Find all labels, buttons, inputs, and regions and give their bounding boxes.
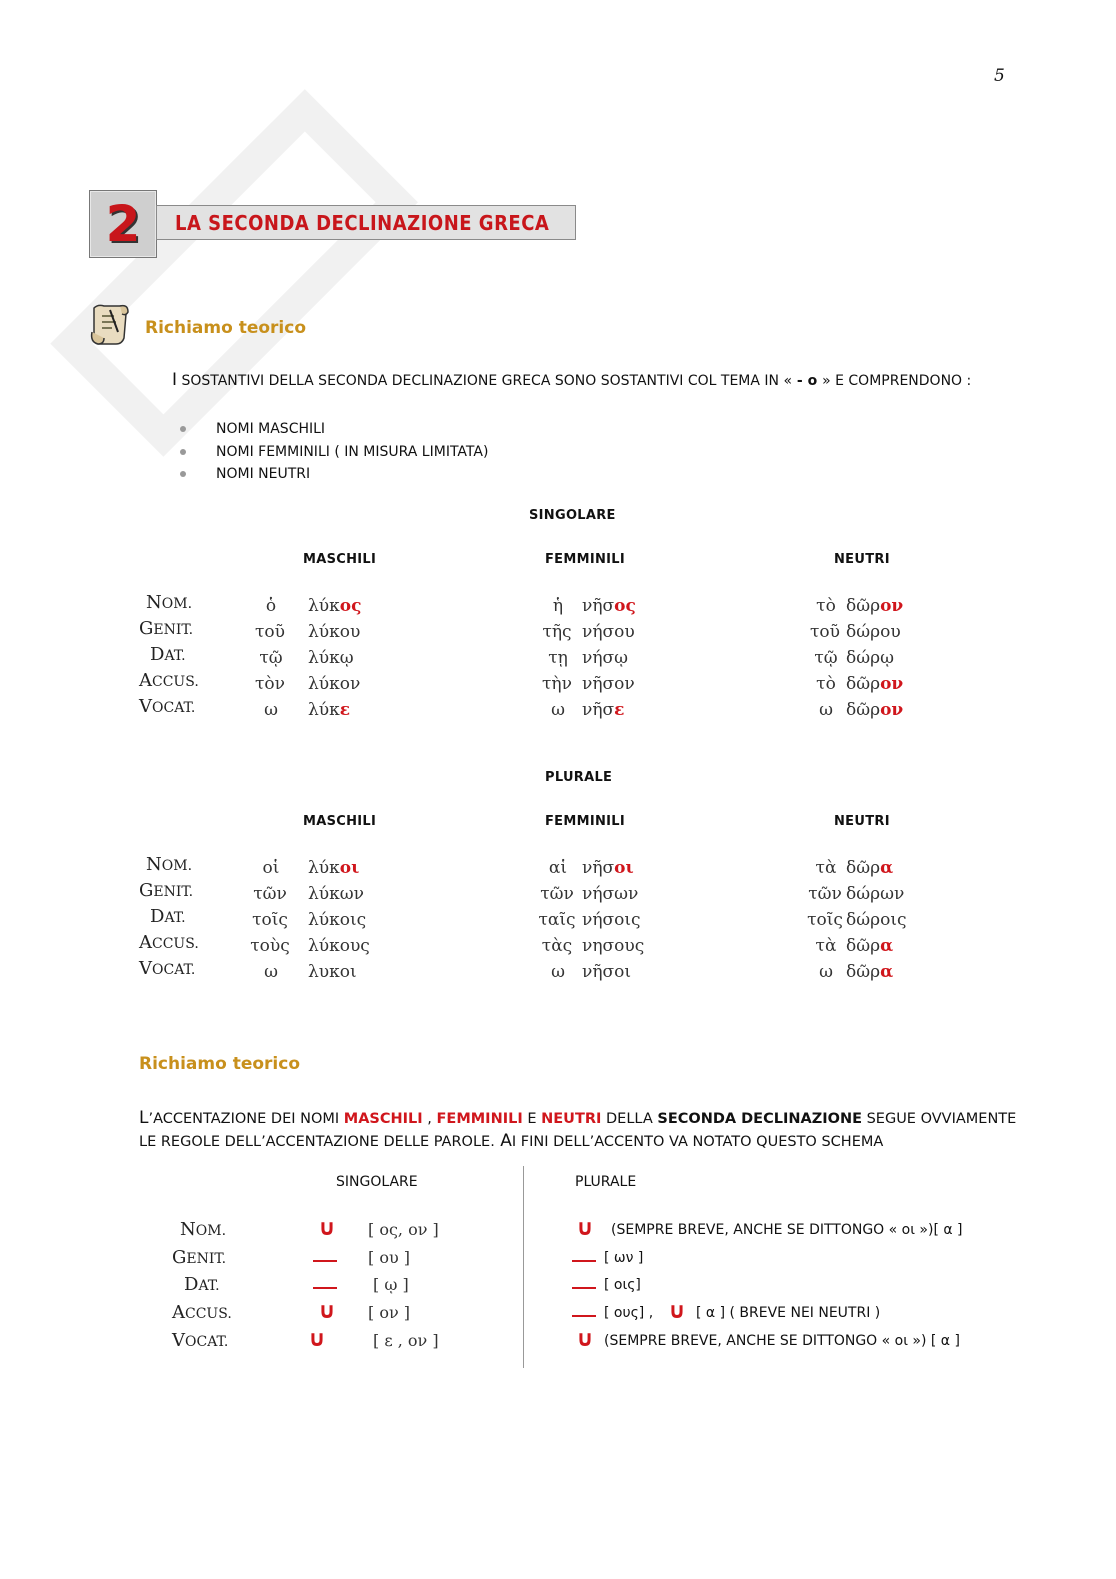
accent-paragraph: L’ACCENTAZIONE DEI NOMI MASCHILI , FEMMINILI E NEUTRI DELLA SECONDA DECLINAZIONE SEGUE OVVIAMENTE LE REGOLE DELL’ACCENTAZIONE DELLE PAROLE. AI FINI DELL’ACCENTO VA NOTATO QUESTO SCHEMA: [139, 1108, 1017, 1151]
greek-word: λύκον: [308, 674, 361, 694]
greek-word: λύκων: [308, 884, 364, 904]
case-label: DAT.: [184, 1274, 220, 1295]
case-label: VOCAT.: [139, 958, 196, 979]
breve-icon: ∪: [576, 1327, 594, 1352]
greek-word: νήσου: [582, 622, 635, 642]
greek-word: δῶρα: [846, 962, 894, 982]
article: ω: [551, 962, 565, 982]
col-header-femminili: FEMMINILI: [545, 814, 626, 829]
accent-singular-label: SINGOLARE: [336, 1174, 418, 1190]
case-label: NOM.: [180, 1219, 227, 1240]
case-label: ACCUS.: [172, 1302, 232, 1323]
case-label: ACCUS.: [139, 932, 199, 953]
col-header-neutri: NEUTRI: [834, 552, 890, 567]
plural-note: [ ων ]: [604, 1250, 644, 1266]
chapter-number-box: [89, 190, 157, 258]
greek-word: νῆσε: [582, 700, 625, 720]
greek-word: δώρου: [846, 622, 901, 642]
ending-pattern: [ ῳ ]: [373, 1275, 409, 1294]
article: τὰς: [541, 936, 573, 956]
greek-word: δώρῳ: [846, 648, 894, 668]
macron-icon: [572, 1260, 596, 1262]
list-item: NOMI MASCHILI: [180, 418, 488, 441]
greek-word: λύκους: [308, 936, 370, 956]
article: ὁ: [265, 596, 277, 616]
ending-pattern: [ ε , ον ]: [373, 1331, 439, 1350]
breve-icon: ∪: [668, 1299, 686, 1324]
case-label: VOCAT.: [139, 696, 196, 717]
article: τὰ: [815, 936, 837, 956]
greek-word: δῶρα: [846, 858, 894, 878]
case-label: ACCUS.: [139, 670, 199, 691]
greek-word: λύκῳ: [308, 648, 354, 668]
list-item: NOMI FEMMINILI ( IN MISURA LIMITATA): [180, 441, 488, 464]
intro-body: SOSTANTIVI DELLA SECONDA DECLINAZIONE GRECA SONO SOSTANTIVI COL TEMA IN «: [177, 373, 793, 389]
greek-word: δῶρον: [846, 700, 904, 720]
article: τὸ: [816, 596, 836, 616]
intro-cap: I: [172, 370, 178, 390]
article: ἡ: [552, 596, 564, 616]
section-heading-2: Richiamo teorico: [139, 1054, 301, 1074]
article: τὴν: [542, 674, 572, 694]
article: τοῖς: [807, 910, 843, 930]
bullet-icon: [180, 449, 186, 455]
greek-word: νῆσοι: [582, 858, 634, 878]
bullet-icon: [180, 471, 186, 477]
case-label: GENIT.: [172, 1247, 227, 1268]
greek-word: λυκοι: [308, 962, 357, 982]
singular-label: SINGOLARE: [529, 508, 616, 523]
chapter-number: 2: [105, 195, 141, 253]
article: ταῖς: [538, 910, 576, 930]
greek-word: νῆσον: [582, 674, 635, 694]
greek-word: λύκοις: [308, 910, 367, 930]
case-label: NOM.: [146, 592, 193, 613]
ending: ον: [880, 700, 904, 720]
article: τοῦ: [255, 622, 285, 642]
article: τοῖς: [252, 910, 288, 930]
article: τὸν: [255, 674, 285, 694]
greek-word: δῶρον: [846, 596, 904, 616]
article: τοῦ: [810, 622, 840, 642]
ending-pattern: [ ου ]: [368, 1248, 411, 1267]
ending: α: [880, 858, 894, 878]
ending-pattern: [ ον ]: [368, 1303, 411, 1322]
list-item: NOMI NEUTRI: [180, 463, 488, 486]
article: οἱ: [262, 858, 280, 878]
article: τοὺς: [250, 936, 290, 956]
plural-note: [ α ] ( BREVE NEI NEUTRI ): [696, 1305, 881, 1321]
article: τῶν: [540, 884, 574, 904]
greek-word: νῆσοι: [582, 962, 632, 982]
article: τῃ: [548, 648, 568, 668]
col-header-neutri: NEUTRI: [834, 814, 890, 829]
article: αἱ: [548, 858, 568, 878]
col-header-maschili: MASCHILI: [303, 814, 377, 829]
chapter-title: LA SECONDA DECLINAZIONE GRECA: [175, 211, 550, 235]
article: τῷ: [814, 648, 838, 668]
breve-icon: ∪: [308, 1327, 326, 1352]
greek-word: νήσοις: [582, 910, 641, 930]
scroll-icon: [88, 302, 130, 348]
intro-text: [172, 370, 971, 390]
intro-theme: - ο: [792, 373, 823, 389]
ending: ε: [339, 700, 351, 720]
article: ω: [551, 700, 565, 720]
greek-word: δώρων: [846, 884, 905, 904]
column-divider: [523, 1166, 524, 1368]
ending: ον: [880, 596, 904, 616]
case-label: GENIT.: [139, 880, 194, 901]
ending: ος: [614, 596, 636, 616]
plural-note: (SEMPRE BREVE, ANCHE SE DITTONGO « οι ») [ α ]: [604, 1333, 960, 1349]
greek-word: δώροις: [846, 910, 907, 930]
article: τῷ: [259, 648, 283, 668]
greek-word: λύκος: [308, 596, 362, 616]
greek-word: νήσῳ: [582, 648, 628, 668]
article: ω: [819, 962, 833, 982]
article: τῆς: [542, 622, 572, 642]
macron-icon: [313, 1287, 337, 1289]
col-header-maschili: MASCHILI: [303, 552, 377, 567]
case-label: DAT.: [150, 906, 186, 927]
macron-icon: [572, 1315, 596, 1317]
greek-word: νήσων: [582, 884, 639, 904]
article: ω: [819, 700, 833, 720]
bullet-icon: [180, 426, 186, 432]
case-label: GENIT.: [139, 618, 194, 639]
case-label: VOCAT.: [172, 1330, 229, 1351]
greek-word: νῆσος: [582, 596, 636, 616]
col-header-femminili: FEMMINILI: [545, 552, 626, 567]
breve-icon: ∪: [318, 1216, 336, 1241]
ending: οι: [614, 858, 634, 878]
macron-icon: [572, 1287, 596, 1289]
greek-word: λύκε: [308, 700, 351, 720]
breve-icon: ∪: [576, 1216, 594, 1241]
chapter-title-bar: [156, 205, 576, 240]
ending: α: [880, 936, 894, 956]
greek-word: λύκοι: [308, 858, 360, 878]
plural-note: (SEMPRE BREVE, ANCHE SE DITTONGO « οι »)[ α ]: [611, 1222, 963, 1238]
case-label: DAT.: [150, 644, 186, 665]
page-number: 5: [994, 66, 1005, 86]
ending: οι: [339, 858, 360, 878]
bullet-list: [180, 418, 488, 486]
article: τὸ: [816, 674, 836, 694]
intro-suffix: » E COMPRENDONO :: [822, 373, 972, 389]
ending: ον: [880, 674, 904, 694]
ending-pattern: [ ος, ον ]: [368, 1220, 439, 1239]
ending: ος: [339, 596, 362, 616]
article: ω: [264, 700, 278, 720]
ending: α: [880, 962, 894, 982]
greek-word: νησους: [582, 936, 645, 956]
plural-note: [ ους] ,: [604, 1305, 654, 1321]
case-label: NOM.: [146, 854, 193, 875]
greek-word: δῶρα: [846, 936, 894, 956]
greek-word: δῶρον: [846, 674, 904, 694]
article: τὰ: [815, 858, 837, 878]
ending: ε: [614, 700, 625, 720]
breve-icon: ∪: [318, 1299, 336, 1324]
section-heading-1: Richiamo teorico: [145, 318, 307, 338]
article: τῶν: [808, 884, 842, 904]
accent-plural-label: PLURALE: [575, 1174, 637, 1190]
article: ω: [264, 962, 278, 982]
macron-icon: [313, 1260, 337, 1262]
greek-word: λύκου: [308, 622, 361, 642]
plural-note: [ οις]: [604, 1277, 641, 1293]
article: τῶν: [253, 884, 287, 904]
plural-label: PLURALE: [545, 770, 613, 785]
